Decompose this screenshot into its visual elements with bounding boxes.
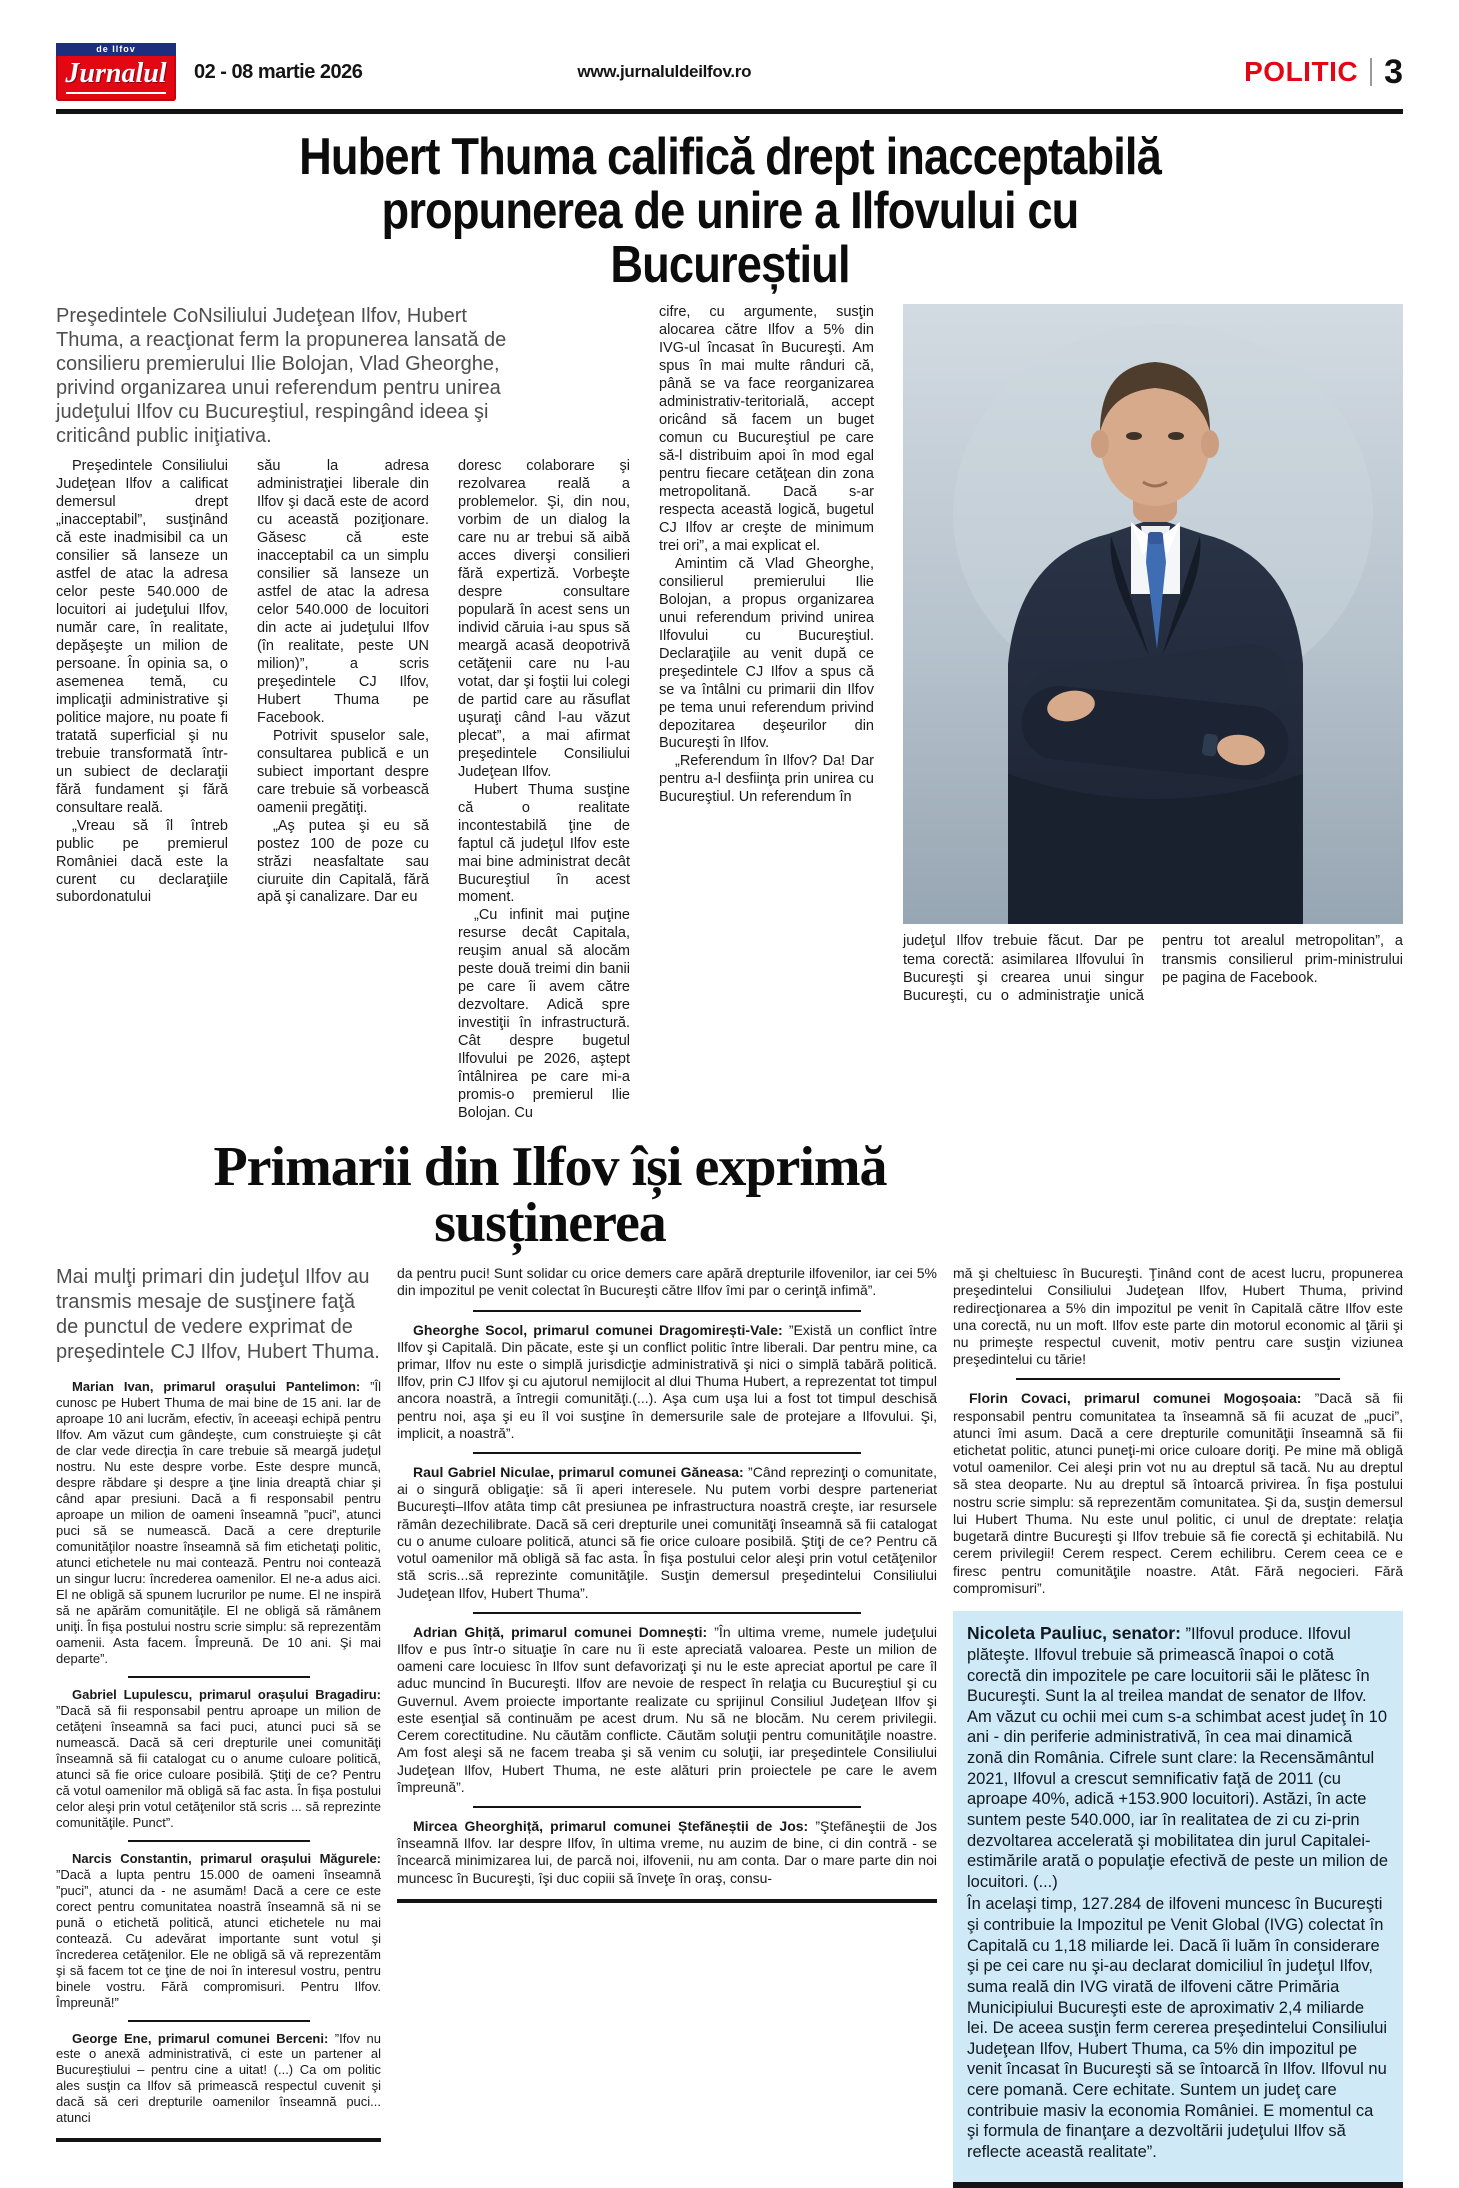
logo-underline [66,92,166,94]
mayor-text: ”În ultima vreme, numele judeţului Ilfov e pus într-o situaţie în care nu îi este apreciată valoarea. Peste un milion de oameni care locuiesc în Ilfov sunt defavorizaţi şi nu le este apreciat aportul pe care îl aduc muncind în Bucureşti. Ilfov are nevoie de respect în relaţia cu Bucureştiul şi cu Guvernul. Avem proiecte importante realizate cu sprijinul Consiliul Judeţean Ilfov şi este esenţial să continuăm pe acest drum. Nu să ne blocăm. Nu cerem privilegii. Cerem corectitudine. Nu căutăm conflicte. Căutăm soluţii pentru comunităţile noastre. Am fost aleşi să ne facem treaba şi să venim cu soluţii, iar preşedintele Consiliului Judeţean Ilfov, Hubert Thuma, ne este alături prin proiectele pe care le avem împreună”. [397,1623,937,1795]
masthead [56,42,1403,102]
article2-lead: Mai mulţi primari din judeţul Ilfov au transmis mesaje de susţinere faţă de punctul de vedere exprimat de preşedintele CJ Ilfov, Hubert Thuma. [56,1266,380,1364]
article1-body [56,304,1403,1123]
logo-title: Jurnalul [65,58,167,89]
mayor-quote-stefanesti-continuation: mă şi cheltuiesc în Bucureşti. Ţinând cont de acest lucru, propunerea preşedintelui Consiliului Judeţean Ilfov, Hubert Thuma, privind redirecţionarea a 5% din impozitul pe venit în Capitală către Ilfov este una corectă, nu un moft. Ilfov este parte din motorul economic al ţării şi nu primeşte respectul cuvenit, motiv pentru care susţin viziunea preşedintelui cu tărie! [953,1265,1403,1368]
page-number: 3 [1384,52,1403,91]
mayor-name: Gabriel Lupulescu, primarul orașului Bragadiru: [72,1686,381,1702]
paragraph: Amintim că Vlad Gheorghe, consilierul premierului Ilie Bolojan, a propus organizarea unui referendum privind unirea Ilfovului cu Bucureştiul. Declaraţiile au venit după ce preşedintele CJ Ilfov a spus că se va întâlni cu primarii din Ilfov pe tema unui referendum privind depozitarea deşeurilor din Bucureşti în Ilfov. [659,555,874,752]
article1-headline: Hubert Thuma califică drept inacceptabilă propunerea de unire a Ilfovului cu Bucureștiul [298,128,1161,295]
mayor-quote-bragadiru [56,1687,381,1831]
paragraph: Hubert Thuma susţine că o realitate incontestabilă ţine de faptul că judeţul Ilfov este mai bine administrat decât Bucureştiul în acest moment. [458,781,630,906]
section-divider [1370,58,1372,86]
article1-column-3 [458,458,630,1123]
mayor-quote-dragomiresti-vale [397,1322,937,1443]
quote-separator [473,1310,862,1312]
quote-separator [473,1612,862,1614]
mayor-name: Florin Covaci, primarul comunei Mogoșoaia: [969,1390,1302,1407]
paragraph: „Aş putea şi eu să postez 100 de poze cu străzi neasfaltate sau ciuruite din Capitală, fără apă şi canalizare. Dar eu [257,817,429,906]
paragraph: „Vreau să îl întreb public pe premierul României dacă este la curent cu declaraţiile subordonatului [56,817,228,906]
senator-info-box [953,1611,1403,2188]
mayor-quote-stefanestii-de-jos [397,1818,937,1887]
website-url: www.jurnaluldeilfov.ro [577,62,752,81]
article2-column-b [397,1265,937,2188]
article1-column-4 [659,304,874,1123]
section-block [1244,53,1403,92]
mayor-name: Marian Ivan, primarul orașului Pantelimon: [72,1379,361,1395]
quote-separator [473,1806,862,1808]
senator-name: Nicoleta Pauliuc, senator: [967,1623,1181,1644]
article1-photo-column [903,304,1403,1123]
quote-separator [1016,1378,1340,1380]
portrait-photo-hubert-thuma [903,304,1403,924]
mayor-text: ”Există un conflict între Ilfov şi Capitală. Din păcate, este şi un conflict politic între liberali. Dar pentru mine, ca primar, Ilfov nu este o simplă jurisdicţie administrativă şi nici o simplă tabără politică. Ilfov, prin CJ Ilfov şi cu ajutorul nemijlocit al dlui Thuma Hubert, a reprezentat tot timpul ancora noastră, a întregii comunităţi.(...). Aşa cum uşa lui a fost tot timpul deschisă pentru noi, aşa şi eu îl voi susţine în demersurile sale de protejare a Ilfovului. Şi, implicit, a noastră”. [397,1321,937,1441]
section-label: POLITIC [1244,56,1359,87]
paragraph: „Cu infinit mai puţine resurse decât Capitala, reuşim anual să alocăm peste două treimi din banii pe care îi avem către dezvoltare. Adică spre investiţii în infrastructură. Cât despre bugetul Ilfovului pe 2026, aştept întâlnirea pe care mi-a promis-o premierul Ilie Bolojan. Cu [458,907,630,1122]
masthead-rule [56,109,1403,114]
article1-lead: Preşedintele CoNsiliului Judeţean Ilfov, Hubert Thuma, a reacţionat ferm la propunerea lansată de consilieru premierului Ilie Bolojan, Vlad Gheorghe, privind organizarea unui referendum pentru unirea judeţului Ilfov cu Bucureştiul, respingând ideea şi criticând public iniţiativa. [56,305,507,448]
mayor-quote-ganeasa [397,1464,937,1602]
mayor-text: ”Ştefăneştii de Jos înseamnă Ilfov. Iar despre Ilfov, în ultima vreme, nu auzim de bine, ci din contră - se încearcă minimizarea lui, de parcă noi, ilfovenii, nu am conta. Dar o mare parte din noi muncesc în Bucureşti, îşi duc copiii să înveţe în oraş, consu- [397,1817,938,1886]
article2-headline: Primarii din Ilfov își exprimă susținerea [213,1136,887,1255]
issue-date: 02 - 08 martie 2026 [194,60,363,83]
paragraph: doresc colaborare şi rezolvarea reală a problemelor. Şi, din nou, vorbim de un dialog la care nu ar trebui să aibă acces diverşi consilieri fără expertiză. Vorbeşte despre consultare populară în acest sens un individ căruia i-au spus să meargă acasă deopotrivă cetăţenii care nu l-au votat, dar şi foştii lui colegi de partid care au răsuflat uşuraţi când l-au văzut plecat”, a mai afirmat preşedintele Consiliului Judeţean Ilfov. [458,458,630,780]
paragraph: cifre, cu argumente, susţin alocarea către Ilfov a 5% din IVG-ul încasat în Bucureşti. Am spus în mai multe rânduri că, până se va face reorganizarea administrativ-teritorială, accept oricând să facem un buget comun cu Bucureştiul pe care să-l distribuim apoi în mod egal pentru fiecare cetăţean din zona metropolitană. Dacă s-ar respecta această logică, bugetul CJ Ilfov ar creşte de minimum trei ori”, a mai explicat el. [659,304,874,554]
quote-separator [473,1452,862,1454]
article1-column-2 [257,458,429,1123]
mayor-name: George Ene, primarul comunei Berceni: [72,2030,329,2046]
mayor-quote-berceni [56,2031,381,2127]
paragraph: „Referendum în Ilfov? Da! Dar pentru a-l desfiinţa prin unirea cu Bucureştiul. Un referendum în [659,753,874,806]
senator-statement [967,1623,1389,1892]
mayor-text: ”Îl cunosc pe Hubert Thuma de mai bine de 15 ani. Iar de aproape 10 ani lucrăm, efectiv, în aceeaşi echipă pentru Ilfov. Am văzut cum gândeşte, cum construieşte şi cât de clar vede direcţia în care trebuie să meargă judeţul nostru. Nu este despre vorbe. Este despre muncă, despre răbdare şi despre a ţine linia dreaptă chiar şi când apar presiuni. Dacă a fi responsabil pentru aproape un milion de oameni înseamnă ”puci”, atunci puci să se numească. Dacă a cere drepturile comunităţilor noastre înseamnă să fim etichetaţi politic, atunci etichetele nu mai contează. Pentru noi contează un singur lucru: încrederea oamenilor. El ne-a adus aici. El ne obligă să spunem lucrurilor pe nume. El ne inspiră să ne apărăm comunităţile. El ne obligă să rămânem uniţi. În fişa postului nostru scrie simplu: să reprezentăm oamenii. Asta facem. Împreună. De 10 ani. Şi mai departe”. [56,1379,381,1666]
logo-subtitle: de Ilfov [56,43,176,56]
mayor-text: ”Ifov nu este o anexă administrativă, ci este un partener al Bucureştiului – pentru cine a uitat! (...) Ca om politic ales susţin ca Ilfov să primească respectul cuvenit şi dacă să ceri drepturile oamenilor înseamnă puci... atunci [56,2030,381,2126]
paragraph: Preşedintele Consiliului Judeţean Ilfov a calificat demersul drept „inacceptabil”, susţinând că este inadmisibil ca un consilier să lanseze un astfel de atac la adresa celor peste 540.000 de locuitori ai judeţului Ilfov, număr care, în realitate, depăşeşte un milion de persoane. În opinia sa, o asemenea temă, cu implicaţii administrative şi politice majore, nu poate fi tratată superficial şi nu trebuie transformată într-un subiect de declaraţii fără fundament şi fără consultare reală. [56,458,228,816]
mayor-name: Gheorghe Socol, primarul comunei Dragomirești-Vale: [413,1321,783,1338]
column-end-rule [397,1899,937,1903]
mayor-name: Raul Gabriel Niculae, primarul comunei Găneasa: [413,1464,744,1481]
photo-caption: judeţul Ilfov trebuie făcut. Dar pe tema corectă: asimilarea Ilfovului în Bucureşti şi crearea unui singur Bucureşti, cu o administraţie unică pentru tot arealul metropolitan”, a transmis consilierul prim-ministrului pe pagina de Facebook. [903,933,1403,1005]
column-end-rule [56,2138,381,2142]
quote-separator [128,1676,310,1678]
article2-body [56,1265,1403,2188]
quote-separator [128,2020,310,2022]
article2-column-c [953,1265,1403,2188]
mayor-quote-mogosoaia [953,1390,1403,1597]
mayor-quote-magurele [56,1851,381,2011]
mayor-text: ”Dacă să fii responsabil pentru comunitatea ta înseamnă să fii acuzat de „puci”, atunci îmi asum. Dacă a cere drepturile comunităţii înseamnă să fii etichetat politic, atunci puneţi-mi orice culoare doriţi. Pe mine mă obligă votul oamenilor. Cei aleşi prin vot nu au dreptul să tacă. Nu au dreptul să stea deoparte. Nu au dreptul să întoarcă privirea. În fişa postului nostru scrie simplu: să reprezentăm comunitatea. Şi da, susţin demersul lui Hubert Thuma. Nu este unul politic, ci unul de dreptate: relaţia bugetară dintre Bucureşti şi Ilfov trebuie să fie corectă şi echitabilă. Nu cerem privilegii! Cerem respect. Cerem echilibru. Cerem ceea ce e firesc pentru comunităţile noastre. Atât. Fără negocieri. Fără compromisuri”. [953,1390,1404,1596]
mayor-text: ”Dacă să fii responsabil pentru aproape un milion de cetăţeni înseamnă sa faci puci, atunci puci să se numească. Dacă să ceri drepturile unei comunităţi înseamnă să fii catalogat cu o anume culoare politică, atunci să fie orice culoare posibilă. Ştiţi de ce? Pentru că votul oamenilor mă obligă să fac asta. În fişa postului celor aleşi prin votul cetăţenilor stă scris ... să reprezinte comunităţile. Punct”. [56,1702,381,1830]
mayor-name: Mircea Gheorghiță, primarul comunei Ștefăneștii de Jos: [413,1817,809,1834]
senator-text-2: În acelaşi timp, 127.284 de ilfoveni muncesc în Bucureşti şi contribuie la Impozitul pe Venit Global (IVG) colectat în Capitală cu 1,18 miliarde lei. Dacă îi luăm în considerare şi pe cei care nu şi-au declarat domiciliul în judeţul Ilfov, suma reală din IVG virată de ilfoveni către Primăria Municipiului Bucureşti este de aproximativ 2,4 miliarde lei. De aceea susţin ferm cererea preşedintelui Consiliului Judeţean Ilfov, Hubert Thuma, ca 5% din impozitul pe venit încasat în Bucureşti să se întoarcă în Ilfov. Ilfovul nu cere pomană. Cere echitate. Suntem un judeţ care contribuie masiv la economia României. E momentul ca şi formula de finanţare a dezvoltării judeţului Ilfov să reflecte această realitate”. [967,1895,1388,2161]
mayor-quote-pantelimon [56,1379,381,1667]
jurnalul-logo [56,43,176,101]
quote-separator [128,1840,310,1842]
mayor-quote-domnesti [397,1624,937,1796]
mayor-quote-berceni-continuation: da pentru puci! Sunt solidar cu orice demers care apără drepturile ilfovenilor, iar cei 5% din impozitul pe venit colectat în Bucureşti către Ilfov îmi par o cerinţă infimă”. [397,1265,937,1299]
mayor-text: ”Dacă a lupta pentru 15.000 de oameni înseamnă ”puci”, atunci da - ne asumăm! Dacă a cere ce este corect pentru comunitatea noastră înseamnă să ni se pună o etichetă politică, atunci etichetele nu mai contează. Cu adevărat importante sunt votul şi încrederea cetăţenilor. Ele ne obligă să vă reprezentăm şi să facem tot ce ţine de noi în interesul vostru, pentru binele vostru. Fără compromisuri. Pentru Ilfov. Împreună!” [56,1866,381,2010]
article1-column-1 [56,458,228,1123]
senator-text-1: ”Ilfovul produce. Ilfovul plăteşte. Ilfovul trebuie să primească înapoi o cotă corectă din impozitele pe care locuitorii săi le plătesc în Bucureşti. Sunt la al treilea mandat de senator de Ilfov. Am văzut cu ochii mei cum s-a schimbat acest judeţ în 10 ani - din periferie administrativă, în cea mai dinamică zonă din România. Cifrele sunt clare: la Recensământul 2021, Ilfovul a crescut semnificativ faţă de 2011 (cu aproape 40%, adică +153.900 locuitori). Astăzi, în acte suntem peste 540.000, iar în realitatea de zi cu zi-prin dezvoltarea accelerată şi mobilitatea din jurul Capitalei-estimările arată o populaţie efectivă de peste un milion de locuitori. (...) [967,1625,1388,1891]
article2-column-a [56,1265,381,2188]
paragraph: Potrivit spuselor sale, consultarea publică e un subiect important despre care trebuie să vorbească oamenii pregătiţi. [257,727,429,816]
mayor-name: Narcis Constantin, primarul orașului Măgurele: [72,1850,381,1866]
paragraph: său la adresa administraţiei liberale din Ilfov şi dacă este de acord cu această poziţionare. Găsesc că este inacceptabil ca un simplu consilier să lanseze un astfel de atac la adresa celor 540.000 de locuitori din acte ai judeţului Ilfov (în realitate, peste UN milion)”, a scris preşedintele CJ Ilfov, Hubert Thuma pe Facebook. [257,458,429,726]
mayor-name: Adrian Ghiță, primarul comunei Domnești: [413,1623,708,1640]
mayor-text: ”Când reprezinţi o comunitate, ai o singură obligaţie: să îi aperi interesele. Nu putem vorbi despre parteneriat Bucureşti–Ilfov atâta timp cât presiunea pe infrastructura noastră creşte, iar resursele rămân dezechilibrate. Dacă să ceri drepturile unei comunităţi înseamnă să fii catalogat cu o anume culoare politică, atunci să fie orice culoare posibilă. Ştiţi de ce? Pentru că votul oamenilor mă obligă să fac asta. În fişa postului celor aleşi prin votul cetăţenilor stă scris...să reprezinte comunităţile. Susţin demersul preşedintelui Consiliului Judeţean Ilfov, Hubert Thuma”. [397,1464,937,1601]
